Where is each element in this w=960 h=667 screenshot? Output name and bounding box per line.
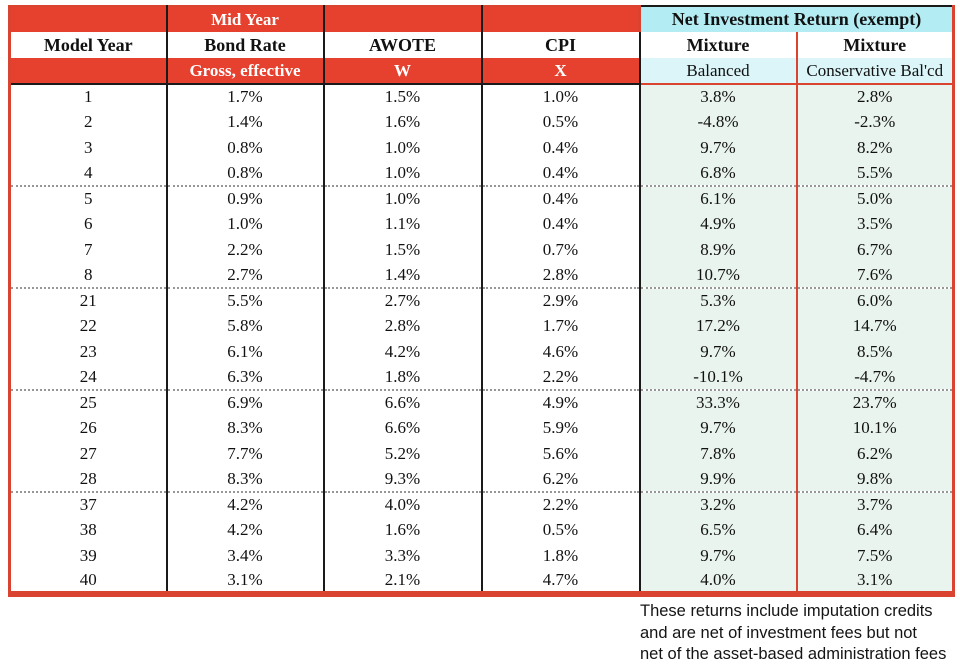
model-year-cell: 2 [10,110,167,136]
value-cell: 6.0% [797,288,954,314]
model-year-cell: 5 [10,186,167,212]
value-cell: 2.7% [324,288,482,314]
value-cell: 1.0% [167,212,324,238]
value-cell: 6.6% [324,390,482,416]
col-header-model-year: Model Year [10,32,167,58]
value-cell: 0.8% [167,135,324,161]
value-cell: 5.0% [797,186,954,212]
value-cell: 7.5% [797,543,954,569]
value-cell: 1.6% [324,518,482,544]
value-cell: 4.9% [640,212,797,238]
sub-header-conservative: Conservative Bal'cd [797,58,954,84]
value-cell: 2.9% [482,288,640,314]
value-cell: 0.5% [482,110,640,136]
value-cell: 6.5% [640,518,797,544]
value-cell: 4.0% [324,492,482,518]
model-year-cell: 1 [10,84,167,110]
value-cell: 2.8% [482,263,640,289]
value-cell: 2.7% [167,263,324,289]
footnote-line: net of the asset-based administration fees [640,645,947,663]
table-row [10,314,954,340]
col-header-mixture-conservative: Mixture [797,32,954,58]
value-cell: 2.1% [324,569,482,595]
table-row [10,339,954,365]
value-cell: 6.4% [797,518,954,544]
header-band-row [10,6,954,32]
table-row [10,263,954,289]
value-cell: 9.7% [640,135,797,161]
value-cell: 4.2% [167,492,324,518]
model-year-cell: 21 [10,288,167,314]
sub-header-w: W [324,58,482,84]
value-cell: 0.5% [482,518,640,544]
value-cell: 5.8% [167,314,324,340]
value-cell: 2.8% [797,84,954,110]
value-cell: 1.7% [167,84,324,110]
value-cell: 1.5% [324,237,482,263]
col-header-bond-rate: Bond Rate [167,32,324,58]
value-cell: 1.0% [324,161,482,187]
value-cell: 3.4% [167,543,324,569]
model-year-cell: 6 [10,212,167,238]
value-cell: 6.7% [797,237,954,263]
value-cell: 7.8% [640,441,797,467]
value-cell: 3.7% [797,492,954,518]
header-net-investment: Net Investment Return (exempt) [640,6,954,32]
value-cell: 1.6% [324,110,482,136]
value-cell: 1.5% [324,84,482,110]
value-cell: 4.7% [482,569,640,595]
header-columns-row [10,32,954,58]
table-row [10,84,954,110]
value-cell: 1.1% [324,212,482,238]
value-cell: 6.3% [167,365,324,391]
value-cell: -4.8% [640,110,797,136]
value-cell: 6.1% [167,339,324,365]
value-cell: 5.6% [482,441,640,467]
value-cell: 9.8% [797,467,954,493]
value-cell: 1.8% [324,365,482,391]
model-year-cell: 24 [10,365,167,391]
value-cell: 5.2% [324,441,482,467]
value-cell: 9.7% [640,543,797,569]
value-cell: 10.1% [797,416,954,442]
value-cell: 17.2% [640,314,797,340]
value-cell: 6.2% [482,467,640,493]
model-year-cell: 4 [10,161,167,187]
value-cell: -4.7% [797,365,954,391]
value-cell: 1.0% [482,84,640,110]
value-cell: 9.7% [640,339,797,365]
table-row [10,365,954,391]
sub-header-balanced: Balanced [640,58,797,84]
table-header [10,6,954,84]
value-cell: 23.7% [797,390,954,416]
value-cell: 0.9% [167,186,324,212]
value-cell: 8.2% [797,135,954,161]
value-cell: 5.5% [797,161,954,187]
value-cell: 8.3% [167,467,324,493]
value-cell: -10.1% [640,365,797,391]
value-cell: 3.1% [167,569,324,595]
value-cell: 3.3% [324,543,482,569]
value-cell: 9.9% [640,467,797,493]
value-cell: 4.0% [640,569,797,595]
value-cell: 6.1% [640,186,797,212]
value-cell: 5.9% [482,416,640,442]
value-cell: 1.4% [167,110,324,136]
table-row [10,569,954,595]
model-year-cell: 39 [10,543,167,569]
value-cell: 5.3% [640,288,797,314]
value-cell: 8.5% [797,339,954,365]
value-cell: 6.6% [324,416,482,442]
value-cell: 2.2% [482,365,640,391]
value-cell: 6.8% [640,161,797,187]
header-mid-year: Mid Year [167,6,324,32]
table-row [10,237,954,263]
footnote-line: and are net of investment fees but not [640,623,918,642]
table-row [10,416,954,442]
value-cell: 7.6% [797,263,954,289]
value-cell: -2.3% [797,110,954,136]
value-cell: 3.5% [797,212,954,238]
model-year-cell: 7 [10,237,167,263]
value-cell: 1.0% [324,186,482,212]
table-row [10,390,954,416]
sub-header-gross-effective: Gross, effective [167,58,324,84]
table-row [10,186,954,212]
model-year-cell: 37 [10,492,167,518]
model-year-cell: 22 [10,314,167,340]
table-body [10,84,954,594]
table-row [10,212,954,238]
value-cell: 9.7% [640,416,797,442]
value-cell: 8.3% [167,416,324,442]
value-cell: 0.7% [482,237,640,263]
value-cell: 2.8% [324,314,482,340]
header-blank-cpi [482,6,640,32]
header-blank-model-year [10,6,167,32]
footnote [640,601,958,666]
model-year-cell: 27 [10,441,167,467]
value-cell: 14.7% [797,314,954,340]
value-cell: 33.3% [640,390,797,416]
table-row [10,441,954,467]
value-cell: 5.5% [167,288,324,314]
col-header-awote: AWOTE [324,32,482,58]
value-cell: 0.4% [482,212,640,238]
model-year-cell: 28 [10,467,167,493]
table-row [10,135,954,161]
table-row [10,288,954,314]
value-cell: 6.9% [167,390,324,416]
value-cell: 1.0% [324,135,482,161]
col-header-mixture-balanced: Mixture [640,32,797,58]
value-cell: 2.2% [167,237,324,263]
value-cell: 1.7% [482,314,640,340]
rates-table [8,5,955,597]
model-year-cell: 40 [10,569,167,595]
model-year-cell: 8 [10,263,167,289]
model-year-cell: 26 [10,416,167,442]
table-row [10,543,954,569]
header-sub-row [10,58,954,84]
value-cell: 6.2% [797,441,954,467]
table-row [10,492,954,518]
value-cell: 7.7% [167,441,324,467]
value-cell: 8.9% [640,237,797,263]
value-cell: 0.4% [482,161,640,187]
value-cell: 9.3% [324,467,482,493]
header-blank-awote [324,6,482,32]
table-row [10,518,954,544]
model-year-cell: 23 [10,339,167,365]
value-cell: 10.7% [640,263,797,289]
model-year-cell: 3 [10,135,167,161]
value-cell: 3.1% [797,569,954,595]
value-cell: 4.2% [167,518,324,544]
footnote-line: These returns include imputation credits [640,602,933,620]
table-row [10,110,954,136]
value-cell: 1.4% [324,263,482,289]
value-cell: 3.2% [640,492,797,518]
value-cell: 0.4% [482,186,640,212]
value-cell: 1.8% [482,543,640,569]
table-row [10,467,954,493]
value-cell: 0.8% [167,161,324,187]
value-cell: 2.2% [482,492,640,518]
value-cell: 4.9% [482,390,640,416]
table-row [10,161,954,187]
col-header-cpi: CPI [482,32,640,58]
model-year-cell: 38 [10,518,167,544]
value-cell: 4.6% [482,339,640,365]
value-cell: 4.2% [324,339,482,365]
sub-header-blank [10,58,167,84]
value-cell: 0.4% [482,135,640,161]
value-cell: 3.8% [640,84,797,110]
model-year-cell: 25 [10,390,167,416]
sub-header-x: X [482,58,640,84]
